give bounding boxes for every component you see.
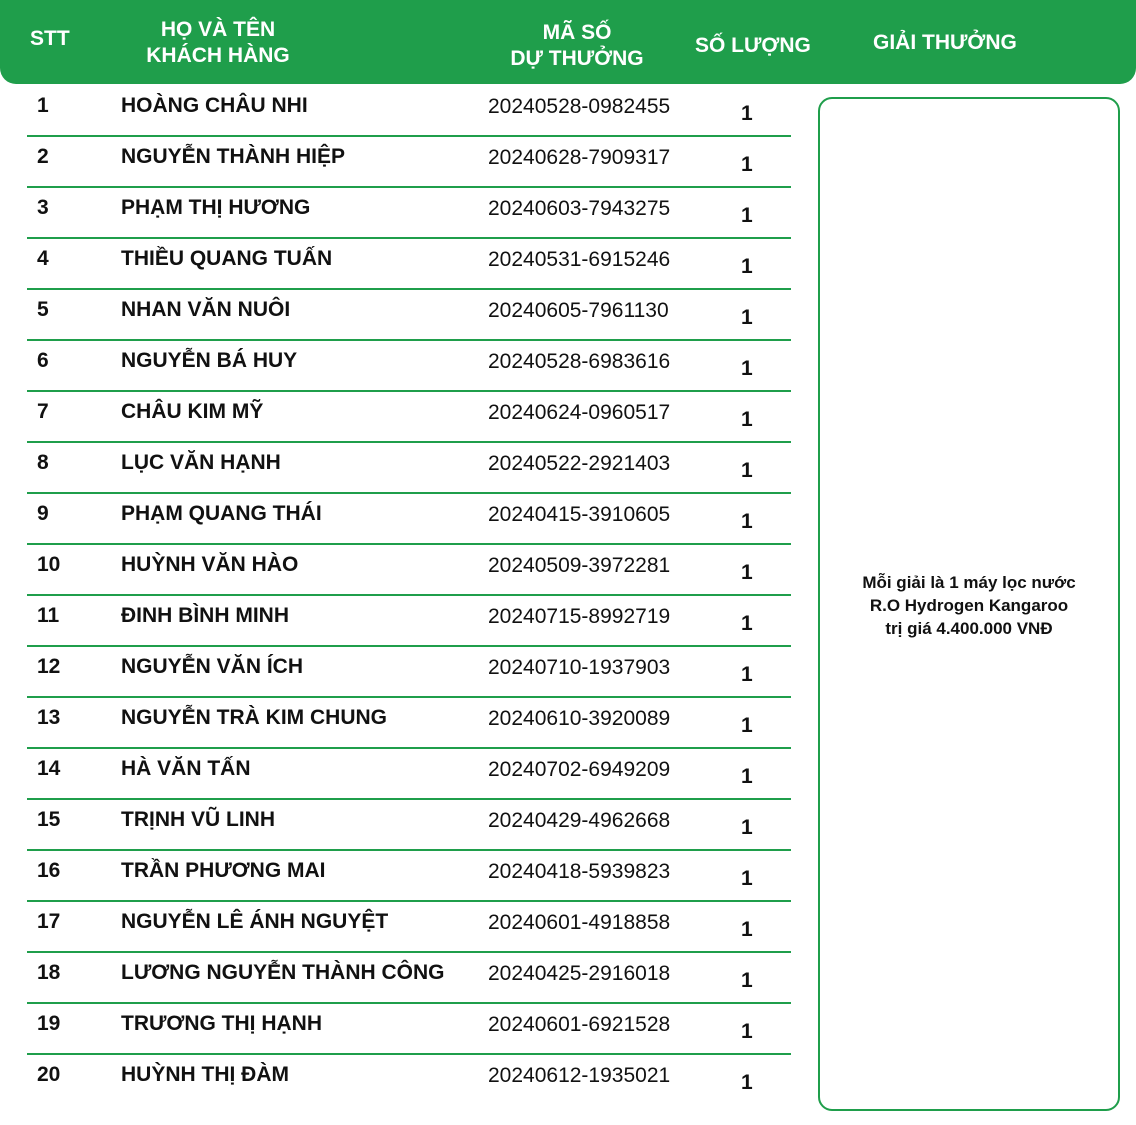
- prize-box: [818, 97, 1120, 1111]
- row-stt: 12: [37, 655, 61, 678]
- row-stt: 9: [37, 502, 49, 525]
- table-row: [27, 596, 791, 647]
- row-code: 20240710-1937903: [488, 656, 671, 679]
- table-row: [27, 698, 791, 749]
- table-row: [27, 545, 791, 596]
- row-code: 20240603-7943275: [488, 197, 671, 220]
- header-code-line1: MÃ SỐ: [542, 21, 612, 44]
- row-name: NGUYỄN VĂN ÍCH: [121, 655, 304, 678]
- table-row: [27, 188, 791, 239]
- row-name: TRỊNH VŨ LINH: [121, 808, 275, 831]
- row-name: THIỀU QUANG TUẤN: [121, 247, 333, 270]
- header-prize: GIẢI THƯỞNG: [873, 31, 1017, 54]
- header-name-line1: HỌ VÀ TÊN: [160, 18, 276, 41]
- row-qty: 1: [741, 714, 753, 737]
- row-qty: 1: [741, 510, 753, 533]
- row-name: LỤC VĂN HẠNH: [121, 451, 281, 474]
- row-qty: 1: [741, 459, 753, 482]
- row-code: 20240601-6921528: [488, 1013, 671, 1036]
- prize-line-2: R.O Hydrogen Kangaroo: [869, 596, 1069, 615]
- table-row: [27, 443, 791, 494]
- row-name: HOÀNG CHÂU NHI: [121, 94, 308, 117]
- row-stt: 1: [37, 94, 49, 117]
- row-qty: 1: [741, 969, 753, 992]
- table-header: [0, 0, 1136, 84]
- row-qty: 1: [741, 765, 753, 788]
- row-qty: 1: [741, 867, 753, 890]
- row-code: 20240601-4918858: [488, 911, 671, 934]
- row-stt: 14: [37, 757, 61, 780]
- row-stt: 16: [37, 859, 61, 882]
- row-name: HUỲNH THỊ ĐÀM: [121, 1063, 289, 1086]
- row-stt: 5: [37, 298, 49, 321]
- row-qty: 1: [741, 816, 753, 839]
- row-code: 20240612-1935021: [488, 1064, 671, 1087]
- row-code: 20240509-3972281: [488, 554, 671, 577]
- row-code: 20240528-6983616: [488, 350, 671, 373]
- row-qty: 1: [741, 561, 753, 584]
- row-qty: 1: [741, 1020, 753, 1043]
- table-row: [27, 137, 791, 188]
- row-qty: 1: [741, 255, 753, 278]
- row-name: NGUYỄN THÀNH HIỆP: [121, 145, 346, 168]
- row-code: 20240628-7909317: [488, 146, 671, 169]
- prize-description: [820, 571, 1118, 640]
- table-row: [27, 494, 791, 545]
- row-name: PHẠM THỊ HƯƠNG: [121, 196, 311, 219]
- row-qty: 1: [741, 153, 753, 176]
- table-row: [27, 851, 791, 902]
- row-code: 20240522-2921403: [488, 452, 671, 475]
- row-code: 20240425-2916018: [488, 962, 671, 985]
- row-code: 20240702-6949209: [488, 758, 671, 781]
- row-code: 20240715-8992719: [488, 605, 671, 628]
- header-code-line2: DỰ THƯỞNG: [510, 47, 644, 70]
- table-row: [27, 86, 791, 137]
- row-stt: 3: [37, 196, 49, 219]
- row-stt: 8: [37, 451, 49, 474]
- row-name: TRẦN PHƯƠNG MAI: [121, 859, 326, 882]
- row-stt: 18: [37, 961, 61, 984]
- header-code: [497, 20, 657, 72]
- row-code: 20240418-5939823: [488, 860, 671, 883]
- row-name: NGUYỄN LÊ ÁNH NGUYỆT: [121, 910, 389, 933]
- row-name: HÀ VĂN TẤN: [121, 757, 251, 780]
- row-stt: 2: [37, 145, 49, 168]
- row-name: PHẠM QUANG THÁI: [121, 502, 322, 525]
- table-row: [27, 902, 791, 953]
- row-qty: 1: [741, 663, 753, 686]
- table-row: [27, 647, 791, 698]
- row-stt: 11: [37, 604, 60, 627]
- row-stt: 19: [37, 1012, 61, 1035]
- table-row: [27, 239, 791, 290]
- row-name: NHAN VĂN NUÔI: [121, 298, 291, 321]
- row-code: 20240528-0982455: [488, 95, 671, 118]
- table-row: [27, 1004, 791, 1055]
- row-stt: 17: [37, 910, 61, 933]
- table-row: [27, 1055, 791, 1106]
- row-qty: 1: [741, 612, 753, 635]
- row-name: NGUYỄN TRÀ KIM CHUNG: [121, 706, 387, 729]
- prize-line-3: trị giá 4.400.000 VNĐ: [885, 619, 1053, 638]
- row-qty: 1: [741, 357, 753, 380]
- header-name-line2: KHÁCH HÀNG: [146, 44, 290, 67]
- row-stt: 15: [37, 808, 61, 831]
- prize-line-1: Mỗi giải là 1 máy lọc nước: [862, 573, 1076, 592]
- row-qty: 1: [741, 408, 753, 431]
- row-stt: 10: [37, 553, 61, 576]
- row-name: ĐINH BÌNH MINH: [121, 604, 289, 627]
- row-name: TRƯƠNG THỊ HẠNH: [121, 1012, 322, 1035]
- row-code: 20240605-7961130: [488, 299, 669, 322]
- header-qty: SỐ LƯỢNG: [695, 34, 811, 57]
- row-code: 20240429-4962668: [488, 809, 671, 832]
- row-name: NGUYỄN BÁ HUY: [121, 349, 298, 372]
- row-stt: 13: [37, 706, 61, 729]
- row-qty: 1: [741, 918, 753, 941]
- row-code: 20240531-6915246: [488, 248, 671, 271]
- row-stt: 6: [37, 349, 49, 372]
- row-qty: 1: [741, 1071, 753, 1094]
- row-qty: 1: [741, 102, 753, 125]
- row-name: CHÂU KIM MỸ: [121, 400, 264, 423]
- row-qty: 1: [741, 306, 753, 329]
- header-name: [138, 17, 298, 69]
- table-row: [27, 749, 791, 800]
- table-row: [27, 953, 791, 1004]
- row-stt: 7: [37, 400, 49, 423]
- row-code: 20240624-0960517: [488, 401, 671, 424]
- table-row: [27, 341, 791, 392]
- table-row: [27, 392, 791, 443]
- header-stt: STT: [30, 27, 70, 50]
- table-row: [27, 290, 791, 341]
- row-stt: 4: [37, 247, 49, 270]
- row-name: HUỲNH VĂN HÀO: [121, 553, 299, 576]
- row-stt: 20: [37, 1063, 61, 1086]
- row-qty: 1: [741, 204, 753, 227]
- row-name: LƯƠNG NGUYỄN THÀNH CÔNG: [121, 961, 445, 984]
- table-row: [27, 800, 791, 851]
- row-code: 20240415-3910605: [488, 503, 671, 526]
- row-code: 20240610-3920089: [488, 707, 671, 730]
